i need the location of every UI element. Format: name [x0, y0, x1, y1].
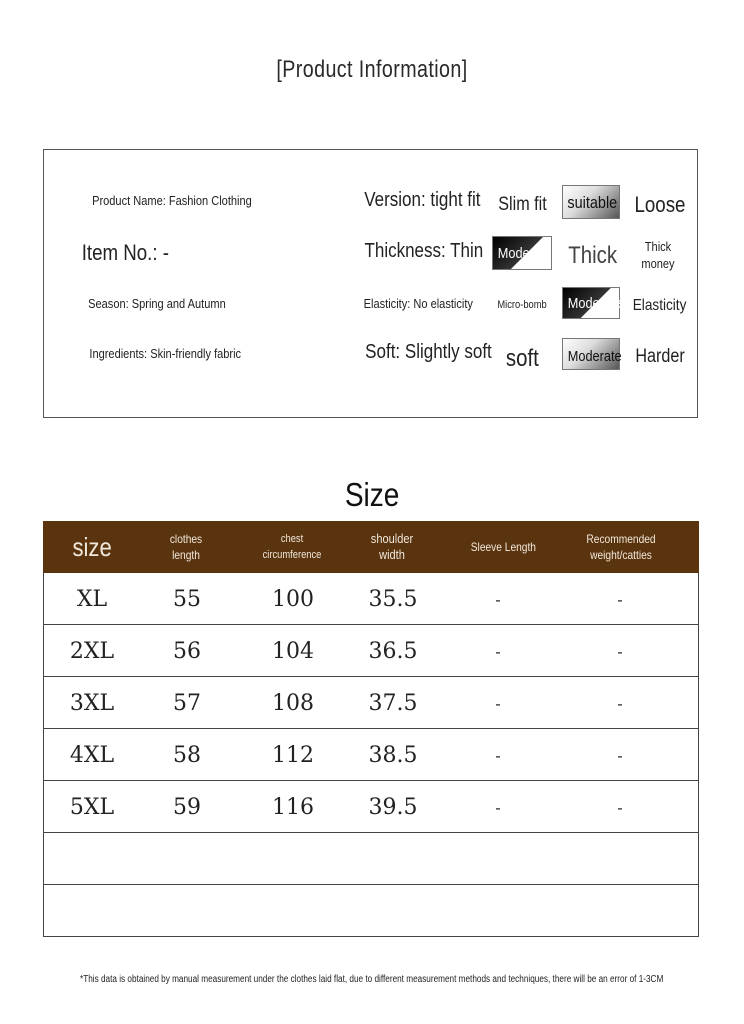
cell-sleeve [460, 885, 536, 937]
soft-option-harder: Harder [635, 346, 685, 367]
cell-weight [544, 833, 696, 885]
cell-chest: 100 [272, 587, 314, 612]
cell-chest: 108 [272, 691, 314, 716]
header-chest-circumference: chest circumference [262, 533, 322, 561]
table-row [43, 573, 699, 625]
item-number: Item No.: - [81, 240, 169, 265]
cell-shoulder: 35.5 [368, 587, 418, 612]
cell-chest: 104 [272, 639, 314, 664]
cell-weight: - [617, 798, 623, 817]
header-shoulder-width: shoulder width [370, 531, 414, 562]
header-sleeve-length: Sleeve Length [470, 540, 536, 554]
cell-clothes-length: 59 [173, 795, 201, 820]
product-name: Product Name: Fashion Clothing [92, 193, 252, 208]
cell-shoulder: 38.5 [368, 743, 418, 768]
cell-sleeve: - [495, 590, 501, 609]
cell-clothes-length: 57 [173, 691, 201, 716]
thickness-label: Thickness: Thin [364, 240, 484, 262]
size-table [43, 521, 699, 937]
cell-weight: - [617, 746, 623, 765]
season: Season: Spring and Autumn [88, 296, 226, 311]
cell-chest [250, 833, 336, 885]
elasticity-option-elasticity: Elasticity [633, 297, 687, 314]
soft-label: Soft: Slightly soft [365, 341, 492, 363]
cell-clothes-length: 56 [173, 639, 201, 664]
table-row [43, 833, 699, 885]
cell-weight [544, 885, 696, 937]
cell-weight: - [617, 590, 623, 609]
cell-chest: 112 [272, 743, 314, 768]
thickness-option-moderate: Moderate [492, 236, 552, 270]
thickness-option-thick: Thick [568, 242, 618, 269]
cell-clothes-length [152, 833, 222, 885]
elasticity-option-moderate: Moderate [562, 287, 620, 319]
version-label: Version: tight fit [364, 189, 481, 211]
cell-shoulder [358, 885, 428, 937]
table-header-row [43, 521, 699, 573]
soft-option-soft: soft [505, 345, 539, 372]
cell-sleeve [460, 833, 536, 885]
cell-size: 2XL [69, 639, 115, 664]
cell-sleeve: - [495, 642, 501, 661]
measurement-footnote: *This data is obtained by manual measurement under the clothes laid flat, due to different measurement methods and techniques, there will be an error of 1-3CM [80, 974, 664, 985]
soft-option-moderate: Moderate [562, 338, 620, 370]
version-option-slim-fit: Slim fit [497, 194, 547, 215]
table-row [43, 677, 699, 729]
cell-weight: - [617, 694, 623, 713]
product-info-box [43, 149, 698, 418]
table-row [43, 781, 699, 833]
cell-sleeve: - [495, 694, 501, 713]
cell-size [52, 833, 132, 885]
header-size: size [72, 532, 112, 562]
header-recommended-weight: Recommended weight/catties [586, 532, 656, 562]
cell-sleeve: - [495, 746, 501, 765]
cell-size: 5XL [69, 795, 115, 820]
cell-chest: 116 [272, 795, 314, 820]
size-section-title: Size [344, 476, 400, 513]
thickness-option-thick-money: Thick money [641, 239, 675, 271]
header-clothes-length: clothes length [169, 532, 203, 562]
ingredients: Ingredients: Skin-friendly fabric [89, 346, 242, 361]
cell-size: 3XL [69, 691, 115, 716]
cell-shoulder: 36.5 [368, 639, 418, 664]
cell-shoulder [358, 833, 428, 885]
elasticity-option-micro-bomb: Micro-bomb [497, 299, 547, 311]
cell-shoulder: 37.5 [368, 691, 418, 716]
table-row [43, 729, 699, 781]
cell-size: 4XL [69, 743, 115, 768]
cell-size [52, 885, 132, 937]
version-option-loose: Loose [634, 192, 686, 217]
page-title: [Product Information] [276, 56, 468, 83]
cell-chest [250, 885, 336, 937]
elasticity-label: Elasticity: No elasticity [363, 296, 473, 311]
table-row [43, 885, 699, 937]
cell-clothes-length [152, 885, 222, 937]
version-option-suitable: suitable [562, 185, 620, 219]
cell-clothes-length: 55 [173, 587, 201, 612]
cell-sleeve: - [495, 798, 501, 817]
cell-size: XL [76, 587, 108, 612]
table-row [43, 625, 699, 677]
cell-weight: - [617, 642, 623, 661]
cell-shoulder: 39.5 [368, 795, 418, 820]
cell-clothes-length: 58 [173, 743, 201, 768]
